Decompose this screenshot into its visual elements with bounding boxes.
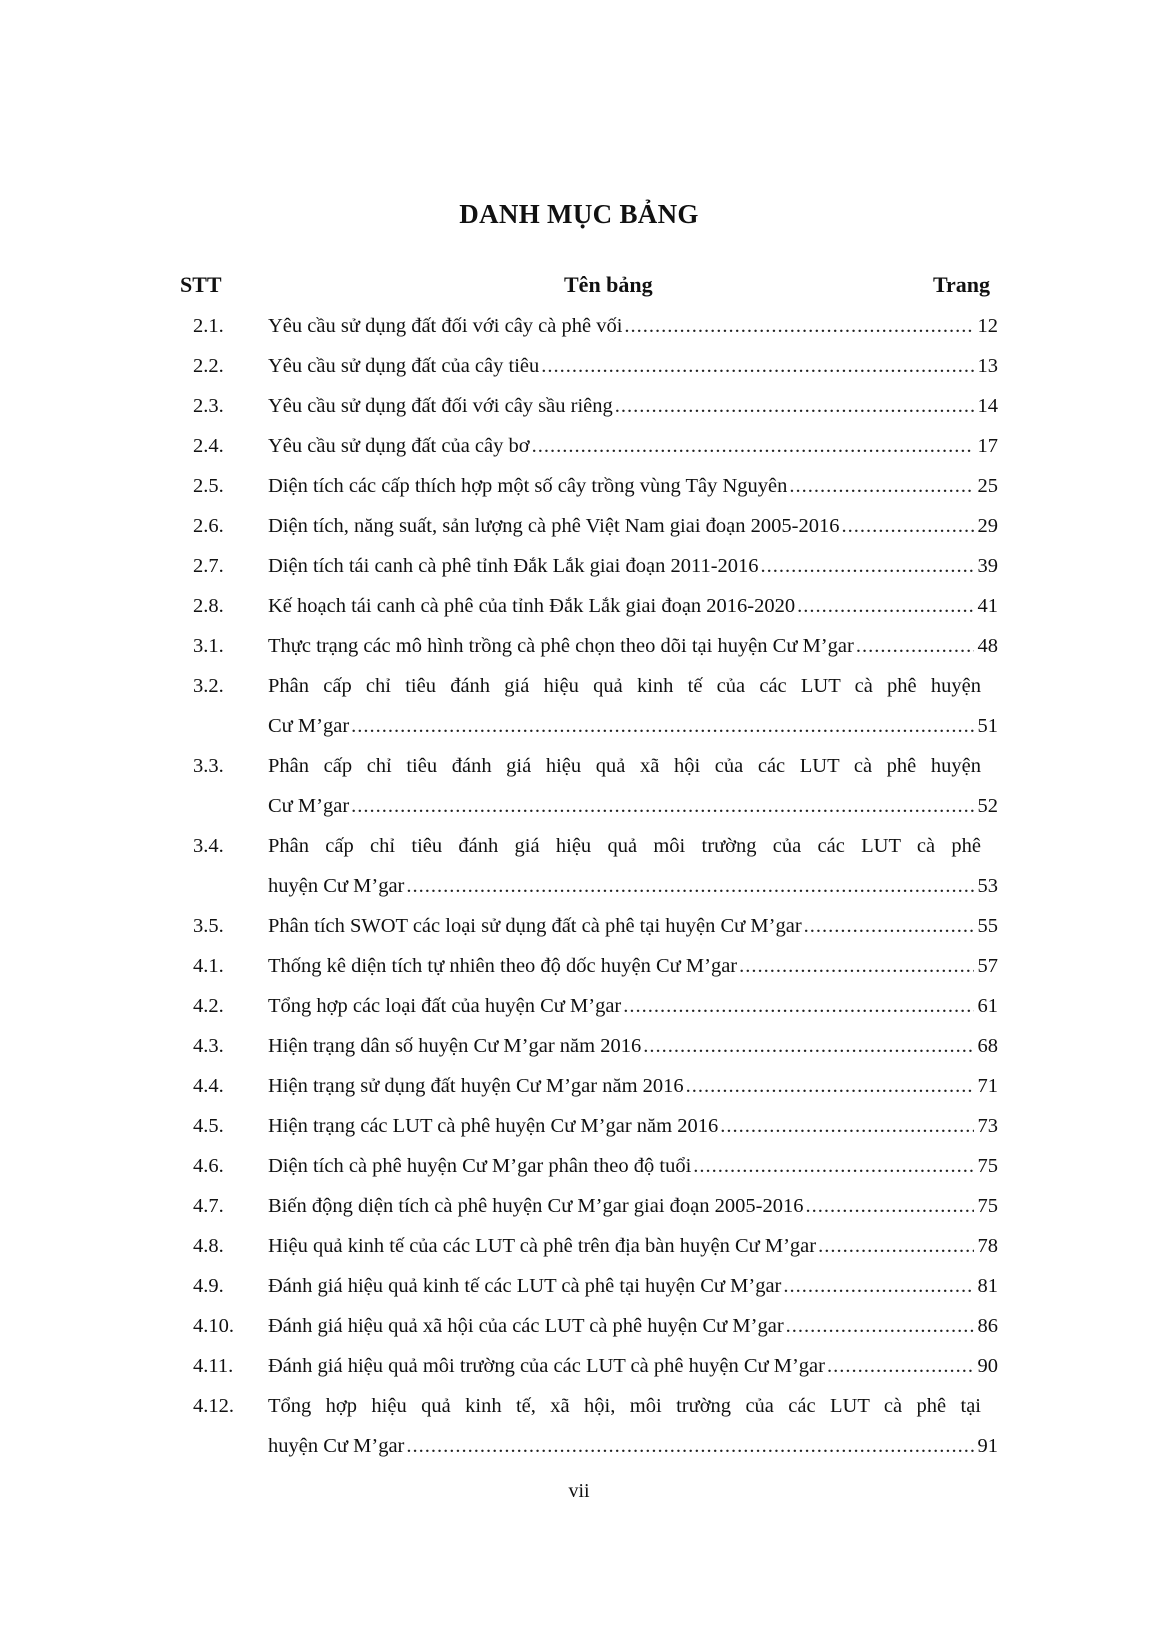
- toc-entry[interactable]: [0, 506, 1158, 546]
- toc-entry-page: 25: [977, 475, 998, 497]
- dot-leader: [615, 386, 974, 426]
- toc-entry-line: [0, 906, 1158, 946]
- toc-entry-page: 91: [977, 1435, 998, 1457]
- toc-entry-title: Diện tích các cấp thích hợp một số cây trồng vùng Tây Nguyên: [268, 475, 788, 497]
- toc-entry-page: 52: [977, 795, 998, 817]
- toc-entry[interactable]: [0, 426, 1158, 466]
- table-list: [0, 306, 1158, 1466]
- toc-entry-title: Phân cấp chỉ tiêu đánh giá hiệu quả môi trường của các LUT cà phê: [268, 835, 981, 857]
- toc-entry-leader: [268, 706, 998, 746]
- toc-entry-leader: [268, 946, 998, 986]
- toc-entry-title: Tổng hợp các loại đất của huyện Cư M’gar: [268, 995, 622, 1017]
- toc-entry-leader: [268, 1426, 998, 1466]
- toc-entry-line: [0, 1426, 1158, 1466]
- toc-entry[interactable]: [0, 1066, 1158, 1106]
- dot-leader: [643, 1026, 973, 1066]
- toc-entry-title: Yêu cầu sử dụng đất của cây tiêu: [268, 355, 540, 377]
- toc-entry[interactable]: [0, 346, 1158, 386]
- toc-entry-line: [0, 1066, 1158, 1106]
- dot-leader: [532, 426, 974, 466]
- dot-leader: [406, 866, 973, 906]
- dot-leader: [841, 506, 973, 546]
- page-title: DANH MỤC BẢNG: [459, 199, 699, 229]
- toc-entry[interactable]: [0, 946, 1158, 986]
- toc-entry-leader: [268, 1306, 998, 1346]
- toc-entry-number: 2.6.: [193, 515, 224, 537]
- toc-entry[interactable]: [0, 906, 1158, 946]
- toc-entry-number: 4.12.: [193, 1395, 234, 1417]
- toc-entry-title: Hiệu quả kinh tế của các LUT cà phê trên địa bàn huyện Cư M’gar: [268, 1235, 817, 1257]
- toc-entry-line: [0, 786, 1158, 826]
- dot-leader: [720, 1106, 973, 1146]
- toc-entry-title: Phân cấp chỉ tiêu đánh giá hiệu quả xã hội của các LUT cà phê huyện: [268, 755, 981, 777]
- toc-entry[interactable]: [0, 386, 1158, 426]
- toc-entry-line: [0, 1106, 1158, 1146]
- toc-entry-number: 2.7.: [193, 555, 224, 577]
- dot-leader: [827, 1346, 974, 1386]
- toc-entry-title: huyện Cư M’gar: [268, 875, 405, 897]
- toc-entry-title: Cư M’gar: [268, 795, 350, 817]
- dot-leader: [351, 706, 973, 746]
- toc-entry-page: 75: [977, 1195, 998, 1217]
- toc-entry-leader: [268, 1266, 998, 1306]
- toc-entry[interactable]: [0, 1306, 1158, 1346]
- page-number: vii: [568, 1480, 590, 1502]
- toc-entry-title: Hiện trạng các LUT cà phê huyện Cư M’gar năm 2016: [268, 1115, 719, 1137]
- toc-entry-leader: [268, 466, 998, 506]
- dot-leader: [406, 1426, 973, 1466]
- dot-leader: [804, 906, 974, 946]
- toc-entry[interactable]: [0, 1186, 1158, 1226]
- toc-entry[interactable]: [0, 746, 1158, 826]
- toc-entry-line: [0, 1306, 1158, 1346]
- toc-entry-page: 41: [977, 595, 998, 617]
- header-page: Trang: [932, 272, 990, 297]
- toc-entry-line: [0, 986, 1158, 1026]
- toc-entry-leader: [268, 426, 998, 466]
- toc-entry-page: 39: [977, 555, 998, 577]
- toc-entry[interactable]: [0, 626, 1158, 666]
- toc-entry-title: huyện Cư M’gar: [268, 1435, 405, 1457]
- toc-entry-line: [0, 826, 1158, 866]
- dot-leader: [761, 546, 974, 586]
- dot-leader: [818, 1226, 973, 1266]
- toc-entry-title: Kế hoạch tái canh cà phê của tỉnh Đắk Lắk giai đoạn 2016-2020: [268, 595, 796, 617]
- toc-entry-leader: [268, 786, 998, 826]
- dot-leader: [541, 346, 973, 386]
- toc-entry-line: [0, 746, 1158, 786]
- toc-entry-title: Thống kê diện tích tự nhiên theo độ dốc huyện Cư M’gar: [268, 955, 738, 977]
- toc-entry-page: 68: [977, 1035, 998, 1057]
- toc-entry-leader: [268, 866, 998, 906]
- toc-entry[interactable]: [0, 1026, 1158, 1066]
- toc-entry[interactable]: [0, 986, 1158, 1026]
- toc-entry-number: 4.10.: [193, 1315, 234, 1337]
- toc-entry[interactable]: [0, 546, 1158, 586]
- toc-entry-number: 4.1.: [193, 955, 224, 977]
- toc-entry-title: Thực trạng các mô hình trồng cà phê chọn theo dõi tại huyện Cư M’gar: [268, 635, 854, 657]
- toc-entry-number: 4.9.: [193, 1275, 224, 1297]
- toc-entry-number: 3.3.: [193, 755, 224, 777]
- toc-entry-leader: [268, 1146, 998, 1186]
- toc-entry-leader: [268, 986, 998, 1026]
- dot-leader: [789, 466, 973, 506]
- dot-leader: [856, 626, 974, 666]
- toc-entry-number: 4.2.: [193, 995, 224, 1017]
- toc-entry-number: 2.8.: [193, 595, 224, 617]
- toc-entry-leader: [268, 1106, 998, 1146]
- toc-entry-number: 4.6.: [193, 1155, 224, 1177]
- toc-entry-page: 53: [977, 875, 998, 897]
- toc-entry-number: 3.2.: [193, 675, 224, 697]
- toc-entry-number: 3.4.: [193, 835, 224, 857]
- toc-entry-line: [0, 1266, 1158, 1306]
- toc-entry-leader: [268, 586, 998, 626]
- toc-entry-title: Diện tích tái canh cà phê tỉnh Đắk Lắk giai đoạn 2011-2016: [268, 555, 759, 577]
- toc-entry[interactable]: [0, 1226, 1158, 1266]
- dot-leader: [739, 946, 973, 986]
- toc-entry-number: 4.11.: [193, 1355, 234, 1377]
- toc-entry-page: 13: [977, 355, 998, 377]
- toc-entry-page: 17: [977, 435, 998, 457]
- toc-entry-title: Yêu cầu sử dụng đất đối với cây cà phê vối: [268, 315, 623, 337]
- toc-entry-page: 81: [977, 1275, 998, 1297]
- toc-entry-number: 3.1.: [193, 635, 224, 657]
- toc-entry-title: Đánh giá hiệu quả môi trường của các LUT cà phê huyện Cư M’gar: [268, 1355, 825, 1377]
- toc-entry-line: [0, 946, 1158, 986]
- toc-entry-number: 2.3.: [193, 395, 224, 417]
- table-header: [0, 264, 1158, 304]
- toc-entry-leader: [268, 1226, 998, 1266]
- toc-entry-title: Diện tích, năng suất, sản lượng cà phê Việt Nam giai đoạn 2005-2016: [268, 515, 840, 537]
- toc-entry-line: [0, 1386, 1158, 1426]
- toc-entry[interactable]: [0, 586, 1158, 626]
- toc-entry-page: 75: [977, 1155, 998, 1177]
- toc-entry-page: 51: [977, 715, 998, 737]
- toc-entry-leader: [268, 546, 998, 586]
- dot-leader: [805, 1186, 973, 1226]
- toc-entry-leader: [268, 346, 998, 386]
- toc-entry-title: Tổng hợp hiệu quả kinh tế, xã hội, môi trường của các LUT cà phê tại: [268, 1395, 981, 1417]
- dot-leader: [797, 586, 973, 626]
- toc-entry[interactable]: [0, 826, 1158, 906]
- toc-entry-line: [0, 1146, 1158, 1186]
- dot-leader: [783, 1266, 973, 1306]
- dot-leader: [786, 1306, 974, 1346]
- toc-entry-number: 3.5.: [193, 915, 224, 937]
- toc-entry-line: [0, 1346, 1158, 1386]
- toc-entry-page: 29: [977, 515, 998, 537]
- toc-entry-page: 71: [977, 1075, 998, 1097]
- dot-leader: [693, 1146, 973, 1186]
- toc-entry[interactable]: [0, 1386, 1158, 1466]
- toc-entry-number: 2.2.: [193, 355, 224, 377]
- toc-entry-title: Hiện trạng dân số huyện Cư M’gar năm 2016: [268, 1035, 642, 1057]
- toc-entry-line: [0, 1186, 1158, 1226]
- dot-leader: [351, 786, 973, 826]
- toc-entry-page: 12: [977, 315, 998, 337]
- toc-entry-page: 78: [977, 1235, 998, 1257]
- toc-entry[interactable]: [0, 1146, 1158, 1186]
- toc-entry-leader: [268, 1026, 998, 1066]
- toc-entry[interactable]: [0, 306, 1158, 346]
- toc-entry-leader: [268, 306, 998, 346]
- toc-entry-title: Cư M’gar: [268, 715, 350, 737]
- dot-leader: [686, 1066, 974, 1106]
- toc-entry-number: 2.1.: [193, 315, 224, 337]
- toc-entry-title: Đánh giá hiệu quả kinh tế các LUT cà phê tại huyện Cư M’gar: [268, 1275, 782, 1297]
- toc-entry[interactable]: [0, 1106, 1158, 1146]
- toc-entry-page: 73: [977, 1115, 998, 1137]
- toc-entry-number: 4.4.: [193, 1075, 224, 1097]
- toc-entry-number: 4.5.: [193, 1115, 224, 1137]
- dot-leader: [623, 986, 973, 1026]
- toc-entry-leader: [268, 506, 998, 546]
- toc-entry-page: 61: [977, 995, 998, 1017]
- toc-entry-line: [0, 426, 1158, 466]
- toc-entry-line: [0, 1026, 1158, 1066]
- toc-entry-number: 4.3.: [193, 1035, 224, 1057]
- toc-entry-line: [0, 346, 1158, 386]
- toc-entry-leader: [268, 1346, 998, 1386]
- toc-entry-leader: [268, 906, 998, 946]
- toc-entry-line: [0, 586, 1158, 626]
- header-stt: STT: [180, 272, 222, 297]
- toc-entry-title: Phân cấp chỉ tiêu đánh giá hiệu quả kinh tế của các LUT cà phê huyện: [268, 675, 981, 697]
- toc-entry-title: Biến động diện tích cà phê huyện Cư M’gar giai đoạn 2005-2016: [268, 1195, 804, 1217]
- toc-entry-leader: [268, 1066, 998, 1106]
- toc-entry-leader: [268, 386, 998, 426]
- toc-entry-page: 57: [977, 955, 998, 977]
- toc-entry[interactable]: [0, 466, 1158, 506]
- toc-entry-title: Phân tích SWOT các loại sử dụng đất cà phê tại huyện Cư M’gar: [268, 915, 802, 937]
- toc-entry-line: [0, 1226, 1158, 1266]
- toc-entry-number: 4.8.: [193, 1235, 224, 1257]
- toc-entry-title: Yêu cầu sử dụng đất đối với cây sầu riêng: [268, 395, 613, 417]
- toc-entry-number: 4.7.: [193, 1195, 224, 1217]
- toc-entry-leader: [268, 1186, 998, 1226]
- toc-entry-title: Hiện trạng sử dụng đất huyện Cư M’gar năm 2016: [268, 1075, 684, 1097]
- toc-entry-line: [0, 866, 1158, 906]
- toc-entry[interactable]: [0, 1346, 1158, 1386]
- toc-entry-line: [0, 546, 1158, 586]
- toc-entry-title: Diện tích cà phê huyện Cư M’gar phân theo độ tuổi: [268, 1155, 692, 1177]
- toc-entry-leader: [268, 626, 998, 666]
- header-table-name: Tên bảng: [564, 272, 653, 297]
- toc-entry-page: 48: [977, 635, 998, 657]
- toc-entry-line: [0, 386, 1158, 426]
- toc-entry-page: 55: [977, 915, 998, 937]
- toc-entry-line: [0, 466, 1158, 506]
- toc-entry-line: [0, 506, 1158, 546]
- toc-entry-number: 2.5.: [193, 475, 224, 497]
- toc-entry[interactable]: [0, 666, 1158, 746]
- toc-entry-title: Đánh giá hiệu quả xã hội của các LUT cà phê huyện Cư M’gar: [268, 1315, 784, 1337]
- toc-entry-line: [0, 306, 1158, 346]
- toc-entry-line: [0, 626, 1158, 666]
- toc-entry-page: 14: [977, 395, 998, 417]
- toc-entry[interactable]: [0, 1266, 1158, 1306]
- toc-entry-number: 2.4.: [193, 435, 224, 457]
- toc-entry-title: Yêu cầu sử dụng đất của cây bơ: [268, 435, 530, 457]
- toc-entry-line: [0, 706, 1158, 746]
- dot-leader: [624, 306, 973, 346]
- toc-entry-page: 86: [977, 1315, 998, 1337]
- toc-entry-page: 90: [977, 1355, 998, 1377]
- toc-entry-line: [0, 666, 1158, 706]
